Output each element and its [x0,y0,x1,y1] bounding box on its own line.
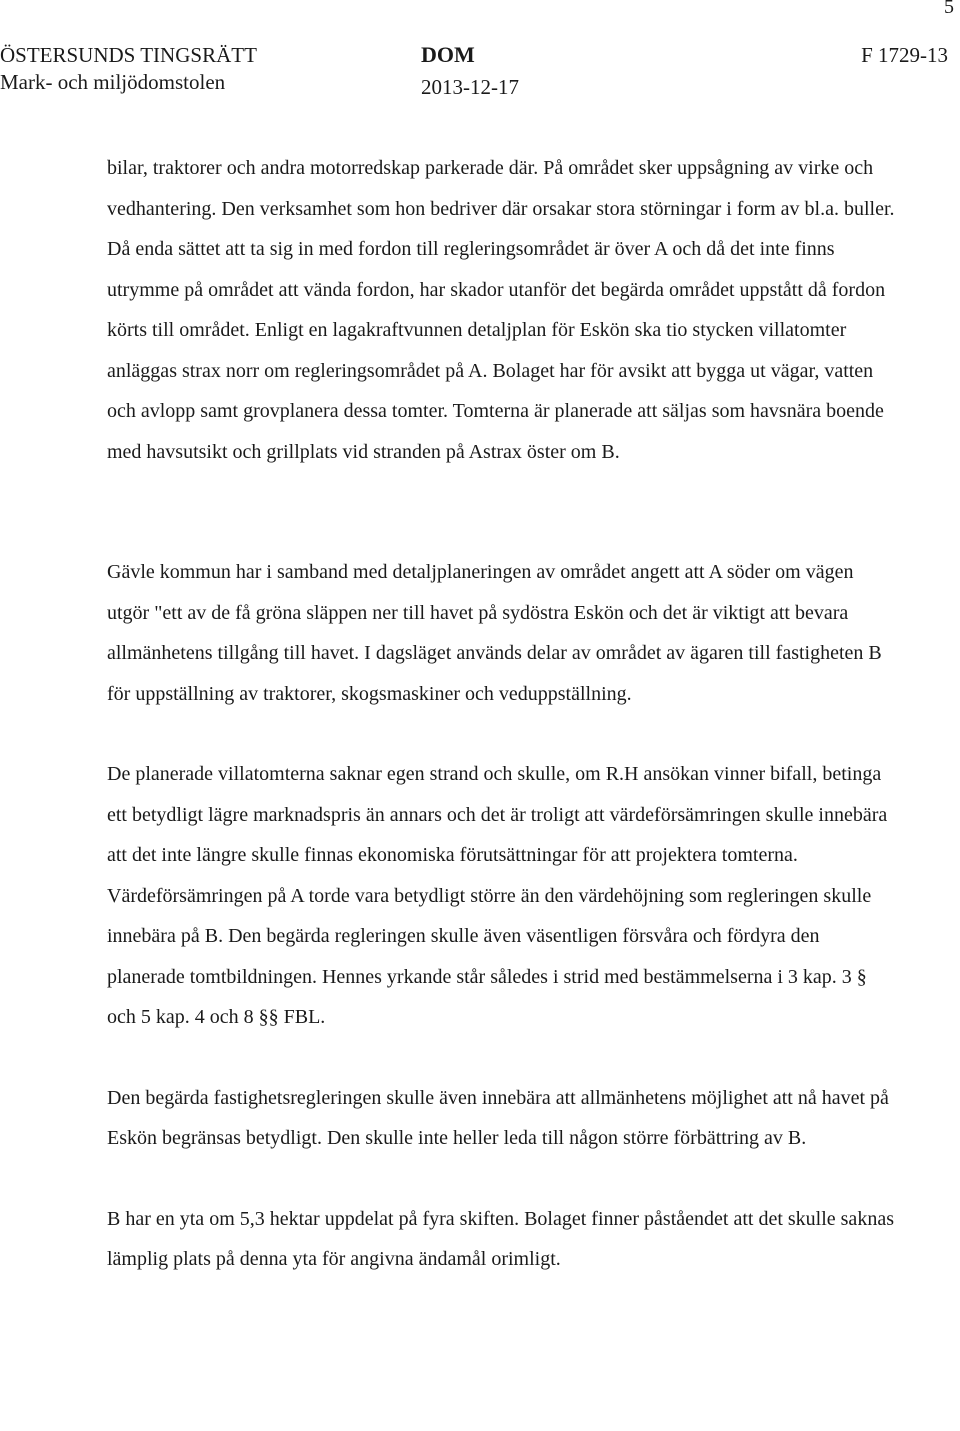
court-name: ÖSTERSUNDS TINGSRÄTT [0,43,257,67]
case-number: F 1729-13 [861,43,948,67]
paragraph: De planerade villatomterna saknar egen strand och skulle, om R.H ansökan vinner bifall, betinga ett betydligt lägre marknadspris än annars och det är troligt att värdeförsämringen skulle innebära att det inte längre skulle finnas ekonomiska förutsättningar för att projektera tomterna. Värdeförsämringen på A torde vara betydligt större än den värdehöjning som regleringen skulle innebära på B. Den begärda regleringen skulle även väsentligen försvåra och fördyra den planerade tomtbildningen. Hennes yrkande står således i strid med bestämmelserna i 3 kap. 3 § och 5 kap. 4 och 8 §§ FBL. [107,763,888,1028]
document-date: 2013-12-17 [421,75,519,99]
court-department: Mark- och miljödomstolen [0,70,226,94]
document-body [107,148,897,1280]
document-type: DOM [421,42,475,67]
paragraph: B har en yta om 5,3 hektar uppdelat på fyra skiften. Bolaget finner påståendet att det skulle saknas lämplig plats på denna yta för angivna ändamål orimligt. [107,1207,894,1270]
paragraph: Den begärda fastighetsregleringen skulle även innebära att allmänhetens möjlighet att nå havet på Eskön begränsas betydligt. Den skulle inte heller leda till någon större förbättring av B. [107,1086,889,1149]
paragraph: Gävle kommun har i samband med detaljplaneringen av området angett att A söder om vägen utgör "ett av de få gröna släppen ner till havet på sydöstra Eskön och det är viktigt att bevara allmänhetens tillgång till havet. I dagsläget används delar av området av ägaren till fastigheten B för uppställning av traktorer, skogsmaskiner och veduppställning. [107,561,882,705]
paragraph: bilar, traktorer och andra motorredskap parkerade där. På området sker uppsågning av virke och vedhantering. Den verksamhet som hon bedriver där orsakar stora störningar i form av bl.a. buller. Då enda sättet att ta sig in med fordon till regleringsområdet är över A och då det inte finns utrymme på området att vända fordon, har skador utanför det begärda området uppstått då fordon körts till området. Enligt en lagakraftvunnen detaljplan för Eskön ska tio stycken villatomter anläggas strax norr om regleringsområdet på A. Bolaget har för avsikt att bygga ut vägar, vatten och avlopp samt grovplanera dessa tomter. Tomterna är planerade att säljas som havsnära boende med havsutsikt och grillplats vid stranden på Astrax öster om B. [107,157,895,463]
page-number: 5 [944,0,954,18]
